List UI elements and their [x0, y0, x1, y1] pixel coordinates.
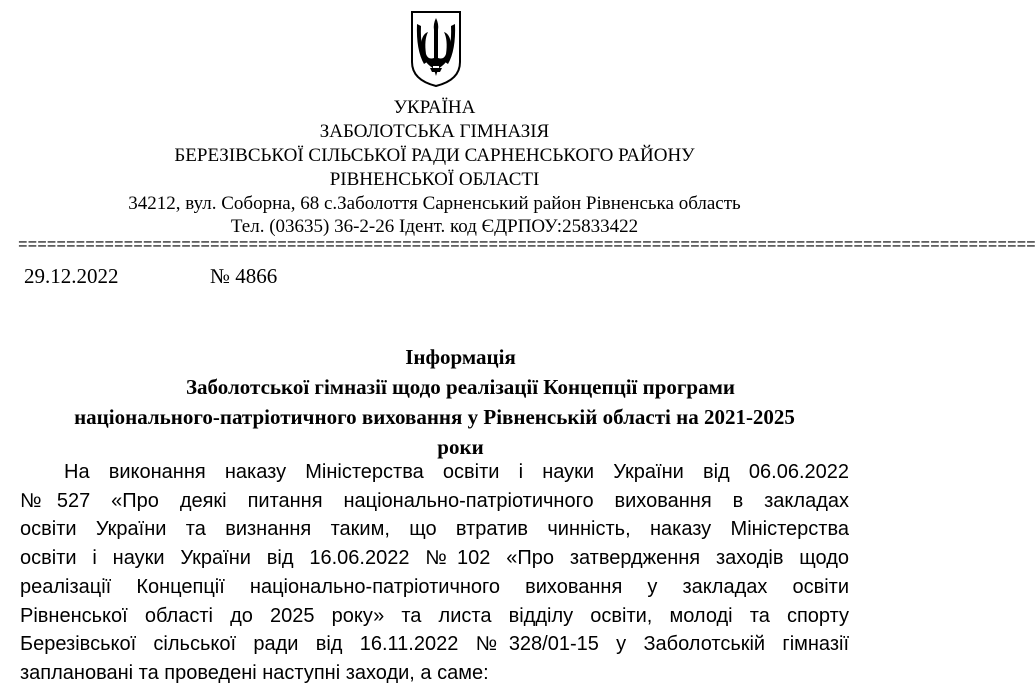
header-council: БЕРЕЗІВСЬКОЇ СІЛЬСЬКОЇ РАДИ САРНЕНСЬКОГО РАЙОНУ [174, 145, 695, 166]
title-line-3: роки [437, 435, 484, 459]
title-line-1: Заболотської гімназії щодо реалізації Концепції програми [185, 375, 736, 399]
body-line: реалізації Концепції національно-патріотичного виховання у закладах освіти [20, 575, 849, 598]
title-line-2: національного-патріотичного виховання у Рівненській області на 2021-2025 [74, 405, 795, 429]
coat-of-arms-icon [410, 10, 462, 88]
header-region: РІВНЕНСЬКОЇ ОБЛАСТІ [329, 169, 540, 190]
body-line: №527 «Про деякі питання національно-патріотичного виховання в закладах [20, 489, 849, 512]
body-line: освіти і науки України від 16.06.2022 №102 «Про затвердження заходів щодо [20, 547, 849, 570]
body-line: Рівненської області до 2025 року» та листа відділу освіти, молоді та спорту [20, 604, 849, 627]
header-country: УКРАЇНА [393, 97, 476, 118]
body-line: На виконання наказу Міністерства освіти і науки України від 06.06.2022 [64, 461, 849, 483]
document-number: № 4866 [210, 264, 278, 288]
separator-line: ========================================================================================================== [18, 236, 1036, 254]
document-date: 29.12.2022 [24, 264, 119, 288]
title-heading: Інформація [405, 345, 516, 369]
header-contacts: Тел. (03635) 36-2-26 Ідент. код ЄДРПОУ:25833422 [230, 216, 639, 237]
body-paragraph [20, 458, 849, 688]
body-line: Березівської сільської ради від 16.11.2022 №328/01-15 у Заболотській гімназії [20, 633, 849, 656]
body-line: заплановані та проведені наступні заходи, а саме: [20, 661, 489, 684]
header-school: ЗАБОЛОТСЬКА ГІМНАЗІЯ [319, 121, 550, 142]
body-line: освіти України та визнання таким, що втратив чинність, наказу Міністерства [20, 518, 849, 541]
header-address: 34212, вул. Соборна, 68 с.Заболоття Сарненський район Рівненська область [128, 193, 741, 214]
